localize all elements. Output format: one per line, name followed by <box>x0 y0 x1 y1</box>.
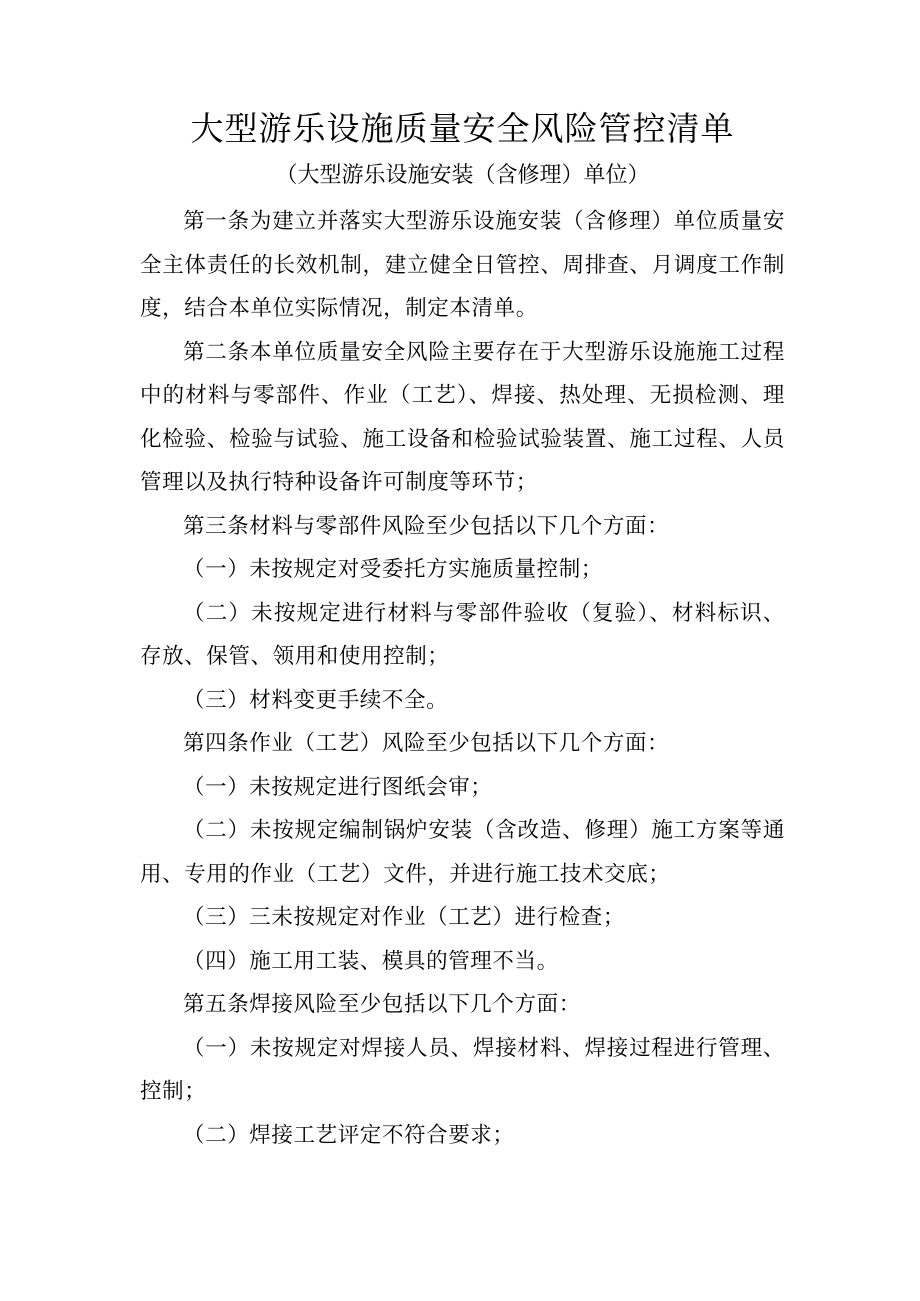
article-4-item-4: （四）施工用工装、模具的管理不当。 <box>183 948 559 974</box>
article-5-heading: 第五条焊接风险至少包括以下几个方面： <box>183 992 581 1017</box>
article-4-item-1: （一）未按规定进行图纸会审； <box>183 774 493 800</box>
article-4-heading: 第四条作业（工艺）风险至少包括以下几个方面： <box>183 731 670 756</box>
article-1: 第一条为建立并落实大型游乐设施安装（含修理）单位质量安全主体责任的长效机制，建立健全日管控、周排查、月调度工作制度，结合本单位实际情况，制定本清单。 <box>140 209 785 321</box>
document-title: 大型游乐设施质量安全风险管控清单 <box>190 109 735 148</box>
article-3-item-3: （三）材料变更手续不全。 <box>183 687 449 713</box>
article-3-item-2: （二）未按规定进行材料与零部件验收（复验）、材料标识、存放、保管、领用和使用控制； <box>140 600 785 669</box>
article-3-heading: 第三条材料与零部件风险至少包括以下几个方面： <box>183 513 670 539</box>
article-3-item-1: （一）未按规定对受委托方实施质量控制； <box>183 557 603 582</box>
document-subtitle: （大型游乐设施安装（含修理）单位） <box>275 163 650 188</box>
article-4-item-3: （三）三未按规定对作业（工艺）进行检查； <box>183 905 626 930</box>
article-5-item-2: （二）焊接工艺评定不符合要求； <box>183 1122 515 1148</box>
article-2: 第二条本单位质量安全风险主要存在于大型游乐设施施工过程中的材料与零部件、作业（工艺）、焊接、热处理、无损检测、理化检验、检验与试验、施工设备和检验试验装置、施工过程、人员管理以及执行特种设备许可制度等环节； <box>140 339 785 495</box>
article-4-item-2: （二）未按规定编制锅炉安装（含改造、修理）施工方案等通用、专用的作业（工艺）文件，并进行施工技术交底； <box>140 818 785 887</box>
article-5-item-1: （一）未按规定对焊接人员、焊接材料、焊接过程进行管理、控制； <box>140 1035 785 1104</box>
